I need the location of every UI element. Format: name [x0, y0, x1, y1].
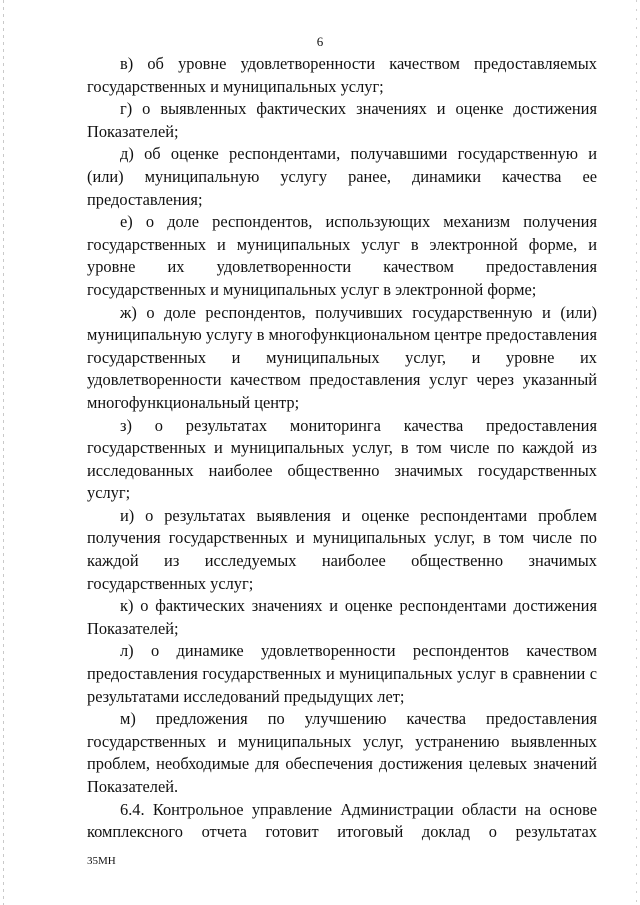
- paragraph-k: к) о фактических значениях и оценке респондентами достижения Показателей;: [87, 596, 597, 638]
- paragraph-i: и) о результатах выявления и оценке респондентами проблем получения государственных и муниципальных услуг, в том числе по каждой из исследуемых наиболее общественно значимых государственных услуг;: [87, 505, 597, 593]
- paragraph-g: г) о выявленных фактических значениях и оценке достижения Показателей;: [87, 99, 597, 141]
- paragraph-6-4: 6.4. Контрольное управление Администрации области на основе комплексного отчета готовит итоговый доклад о результатах: [87, 799, 597, 842]
- paragraph-zh: ж) о доле респондентов, получивших государственную и (или) муниципальную услугу в многофункциональном центре предоставления государственных и муниципальных услуг, и уровне их удовлетворенности качеством предоставления услуг через указанный многофункциональный центр;: [87, 302, 597, 412]
- paragraph-e: е) о доле респондентов, использующих механизм получения государственных и муниципальных услуг в электронной форме, и уровне их удовлетворенности качеством предоставления государственных и муниципальных услуг в электронной форме;: [87, 212, 597, 299]
- paragraph-v: в) об уровне удовлетворенности качеством предоставляемых государственных и муниципальных услуг;: [87, 54, 597, 96]
- footer-code: 35МН: [87, 855, 116, 867]
- document-body: [87, 53, 597, 844]
- paragraph-z: з) о результатах мониторинга качества предоставления государственных и муниципальных услуг, в том числе по каждой из исследованных наиболее общественно значимых государственных услуг;: [87, 415, 597, 503]
- page-number: 6: [316, 34, 324, 49]
- scan-edge-right: [636, 0, 637, 905]
- scan-edge-left: [3, 0, 4, 905]
- paragraph-d: д) об оценке респондентами, получавшими государственную и (или) муниципальную услугу ранее, динамики качества ее предоставления;: [87, 144, 597, 209]
- paragraph-l: л) о динамике удовлетворенности респондентов качеством предоставления государственных и муниципальных услуг в сравнении с результатами исследований предыдущих лет;: [87, 641, 597, 706]
- paragraph-m: м) предложения по улучшению качества предоставления государственных и муниципальных услуг, устранению выявленных проблем, необходимые для обеспечения достижения целевых значений Показателей.: [87, 709, 597, 796]
